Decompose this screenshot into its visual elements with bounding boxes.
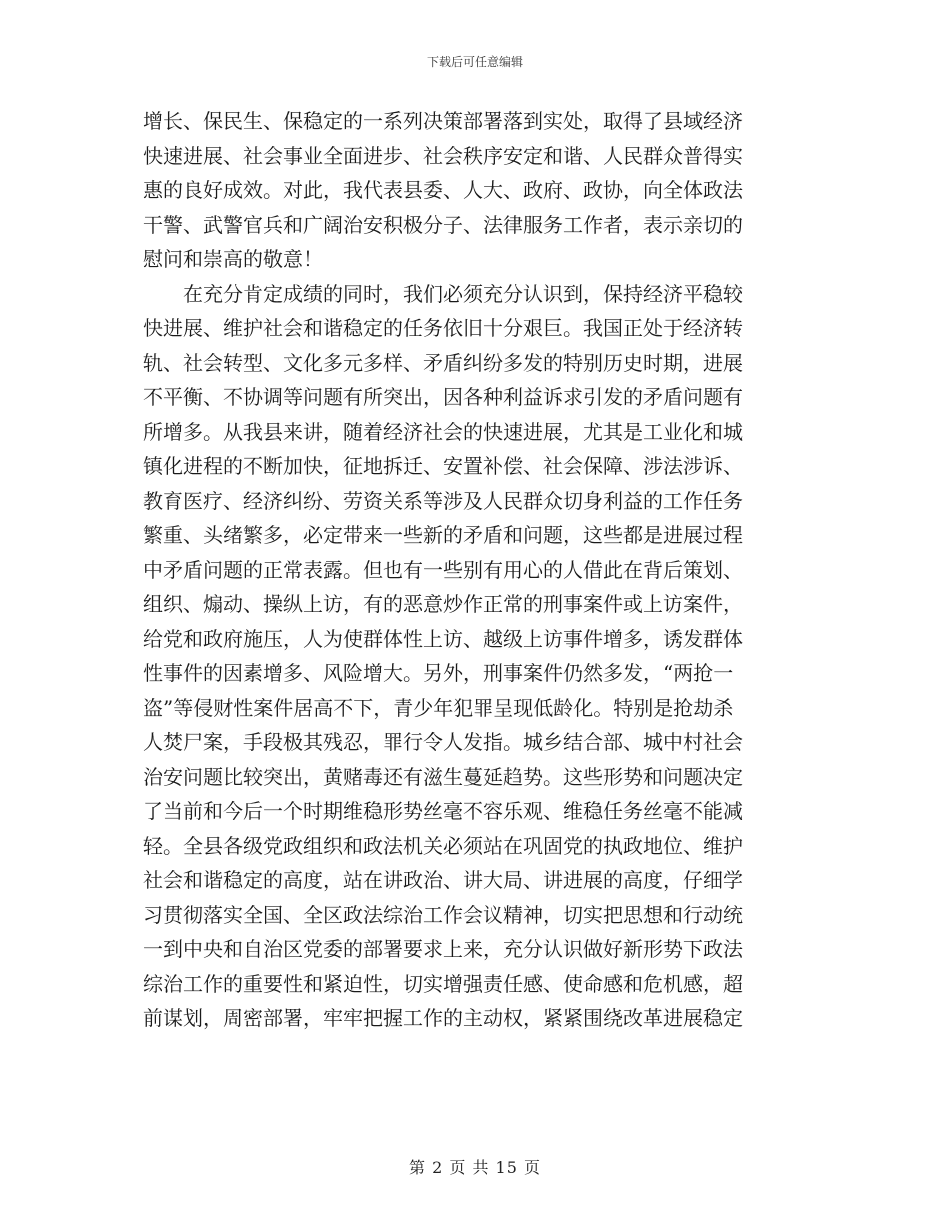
text-line: 人焚尸案，手段极其残忍，罪行令人发指。城乡结合部、城中村社会 — [143, 730, 743, 754]
text-line: 所增多。从我县来讲，随着经济社会的快速进展，尤其是工业化和城 — [143, 419, 743, 444]
text-line: 镇化进程的不断加快，征地拆迁、安置补偿、社会保障、涉法涉诉、 — [143, 454, 743, 478]
text-line: 慰问和崇高的敬意！ — [143, 247, 323, 271]
text-line: 组织、煽动、操纵上访，有的恶意炒作正常的刑事案件或上访案件， — [143, 592, 743, 616]
text-line: 盗”等侵财性案件居高不下，青少年犯罪呈现低龄化。特别是抢劫杀 — [143, 695, 734, 720]
document-body — [143, 104, 799, 1036]
text-line: 教育医疗、经济纠纷、劳资关系等涉及人民群众切身利益的工作任务 — [143, 488, 743, 513]
text-line: 一到中央和自治区党委的部署要求上来，充分认识做好新形势下政法 — [143, 937, 743, 961]
text-line: 惠的良好成效。对此，我代表县委、人大、政府、政协，向全体政法 — [143, 178, 743, 202]
text-line: 中矛盾问题的正常表露。但也有一些别有用心的人借此在背后策划、 — [143, 557, 743, 582]
text-line: 综治工作的重要性和紧迫性，切实增强责任感、使命感和危机感，超 — [143, 971, 743, 996]
paragraph-first-line: 在充分肯定成绩的同时，我们必须充分认识到，保持经济平稳较 — [183, 281, 743, 306]
text-line: 社会和谐稳定的高度，站在讲政治、讲大局、讲进展的高度，仔细学 — [143, 868, 743, 892]
page-number: 第 2 页 共 15 页 — [409, 1158, 541, 1177]
text-line: 干警、武警官兵和广阔治安积极分子、法律服务工作者，表示亲切的 — [143, 212, 743, 237]
text-line: 快进展、维护社会和谐稳定的任务依旧十分艰巨。我国正处于经济转 — [143, 316, 743, 340]
text-line: 习贯彻落实全国、全区政法综治工作会议精神，切实把思想和行动统 — [143, 902, 743, 927]
text-line: 增长、保民生、保稳定的一系列决策部署落到实处，取得了县域经济 — [143, 109, 743, 133]
text-line: 不平衡、不协调等问题有所突出，因各种利益诉求引发的矛盾问题有 — [143, 385, 743, 409]
text-line: 轻。全县各级党政组织和政法机关必须站在巩固党的执政地位、维护 — [143, 833, 743, 858]
text-line: 了当前和今后一个时期维稳形势丝毫不容乐观、维稳任务丝毫不能减 — [143, 799, 743, 823]
text-line: 治安问题比较突出，黄赌毒还有滋生蔓延趋势。这些形势和问题决定 — [143, 764, 743, 789]
text-line: 给党和政府施压，人为使群体性上访、越级上访事件增多，诱发群体 — [143, 626, 743, 651]
text-line: 前谋划，周密部署，牢牢把握工作的主动权，紧紧围绕改革进展稳定 — [143, 1006, 743, 1030]
text-line: 轨、社会转型、文化多元多样、矛盾纠纷多发的特别历史时期，进展 — [143, 350, 743, 375]
page-header: 下载后可任意编辑 — [426, 55, 523, 69]
text-line: 性事件的因素增多、风险增大。另外，刑事案件仍然多发，“两抢一 — [143, 661, 734, 685]
text-line: 快速进展、社会事业全面进步、社会秩序安定和谐、人民群众普得实 — [143, 143, 743, 168]
text-line: 繁重、头绪繁多，必定带来一些新的矛盾和问题，这些都是进展过程 — [143, 523, 743, 547]
